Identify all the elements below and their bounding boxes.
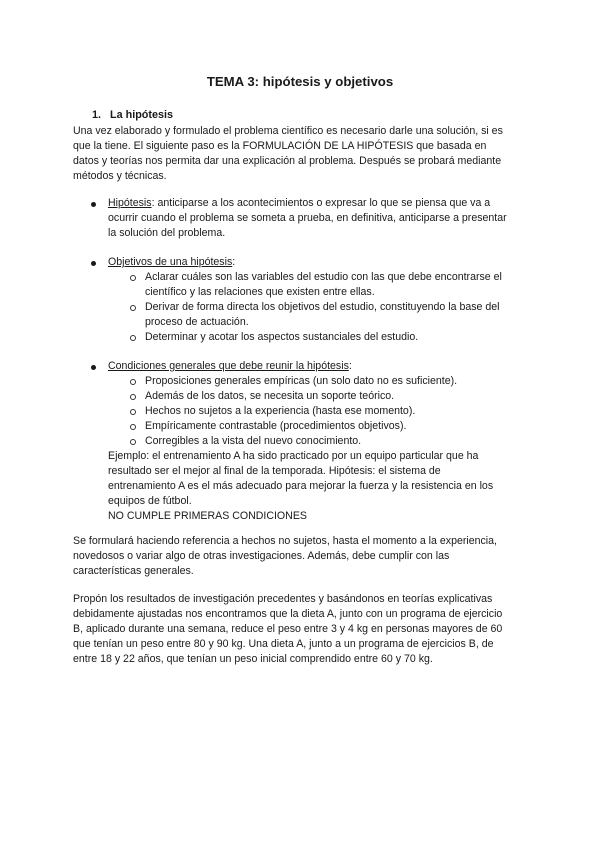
condiciones-list — [145, 374, 530, 449]
text-line: características generales. — [73, 565, 194, 577]
text-line: que la tiene. El siguiente paso es la FORMULACIÓN DE LA HIPÓTESIS que basada en — [73, 140, 487, 152]
circle-bullet-icon — [130, 409, 136, 415]
text-line — [108, 255, 528, 270]
text-line: novedosos o variar algo de otras investigaciones. Además, debe cumplir con las — [73, 550, 450, 562]
text-line — [108, 359, 528, 374]
text-line: B, aplicado durante una semana, reduce el peso entre 3 y 4 kg en personas mayores de 60 — [73, 623, 503, 635]
term-suffix: : — [348, 360, 352, 372]
text-line: debidamente ajustadas nos encontramos que la dieta A, junto con un programa de ejercicio — [73, 608, 503, 620]
bullet-dot-icon — [91, 202, 96, 207]
text-line: que tenían un peso entre 80 y 90 kg. Una dieta A, junto a un programa de ejercicios B, de — [73, 638, 494, 650]
term-suffix: : — [232, 256, 236, 268]
paragraph — [73, 592, 528, 667]
section-number: 1. — [92, 109, 102, 121]
intro-paragraph — [73, 124, 528, 184]
bullet-hipotesis — [108, 196, 528, 241]
text-line: Una vez elaborado y formulado el problema científico es necesario darle una solución, si es — [73, 125, 503, 137]
text-line: Ejemplo: el entrenamiento A ha sido practicado por un equipo particular que ha — [108, 450, 479, 462]
list-item: Hechos no sujetos a la experiencia (hasta ese momento). — [145, 405, 416, 417]
circle-bullet-icon — [130, 335, 136, 341]
text-line: Determinar y acotar los aspectos sustanciales del estudio. — [145, 331, 419, 343]
text-line: datos y teorías nos permita dar una explicación al problema. Después se probará mediante — [73, 155, 502, 167]
text-line: Propón los resultados de investigación precedentes y basándonos en teorías explicativas — [73, 593, 493, 605]
list-item: Empíricamente contrastable (procedimientos objetivos). — [145, 420, 407, 432]
text-line — [108, 196, 528, 211]
text-line: NO CUMPLE PRIMERAS CONDICIONES — [108, 510, 307, 522]
objetivo-item — [145, 270, 530, 300]
circle-bullet-icon — [130, 275, 136, 281]
circle-bullet-icon — [130, 424, 136, 430]
page-title: TEMA 3: hipótesis y objetivos — [206, 74, 394, 89]
text-line: la solución del problema. — [108, 227, 226, 239]
circle-bullet-icon — [130, 439, 136, 445]
term-definition: : anticiparse a los acontecimientos o expresar lo que se piensa que va a — [151, 197, 491, 209]
text-line: ocurrir cuando el problema se someta a prueba, en definitiva, anticiparse a presentar — [108, 212, 507, 224]
bullet-dot-icon — [91, 365, 96, 370]
term-condiciones: Condiciones generales que debe reunir la hipótesis — [108, 360, 349, 372]
bullet-condiciones — [108, 359, 528, 374]
objetivo-item — [145, 300, 530, 330]
circle-bullet-icon — [130, 379, 136, 385]
list-item: Corregibles a la vista del nuevo conocimiento. — [145, 435, 362, 447]
list-item: Proposiciones generales empíricas (un solo dato no es suficiente). — [145, 375, 458, 387]
text-line: resultado ser el mejor al final de la temporada. Hipótesis: el sistema de — [108, 465, 441, 477]
bullet-objetivos — [108, 255, 528, 270]
text-line: científico y las relaciones que existen entre ellas. — [145, 286, 375, 298]
text-line: proceso de actuación. — [145, 316, 249, 328]
term-objetivos: Objetivos de una hipótesis — [108, 256, 233, 268]
section-heading-text: La hipótesis — [110, 109, 173, 121]
bullet-dot-icon — [91, 261, 96, 266]
section-heading — [92, 108, 173, 123]
circle-bullet-icon — [130, 394, 136, 400]
term-hipotesis: Hipótesis — [108, 197, 152, 209]
text-line: entre 18 y 22 años, que tenían un peso inicial comprendido entre 60 y 70 kg. — [73, 653, 433, 665]
text-line: Derivar de forma directa los objetivos del estudio, constituyendo la base del — [145, 301, 500, 313]
paragraph — [73, 534, 528, 579]
text-line: entrenamiento A es el más adecuado para mejorar la fuerza y la resistencia en los — [108, 480, 494, 492]
objetivo-item — [145, 330, 530, 345]
list-item: Además de los datos, se necesita un soporte teórico. — [145, 390, 395, 402]
text-line: Aclarar cuáles son las variables del estudio con las que debe encontrarse el — [145, 271, 502, 283]
text-line: equipos de fútbol. — [108, 495, 192, 507]
text-line: métodos y técnicas. — [73, 170, 167, 182]
text-line: Se formulará haciendo referencia a hechos no sujetos, hasta el momento a la experiencia, — [73, 535, 497, 547]
example-block — [108, 449, 528, 524]
circle-bullet-icon — [130, 305, 136, 311]
